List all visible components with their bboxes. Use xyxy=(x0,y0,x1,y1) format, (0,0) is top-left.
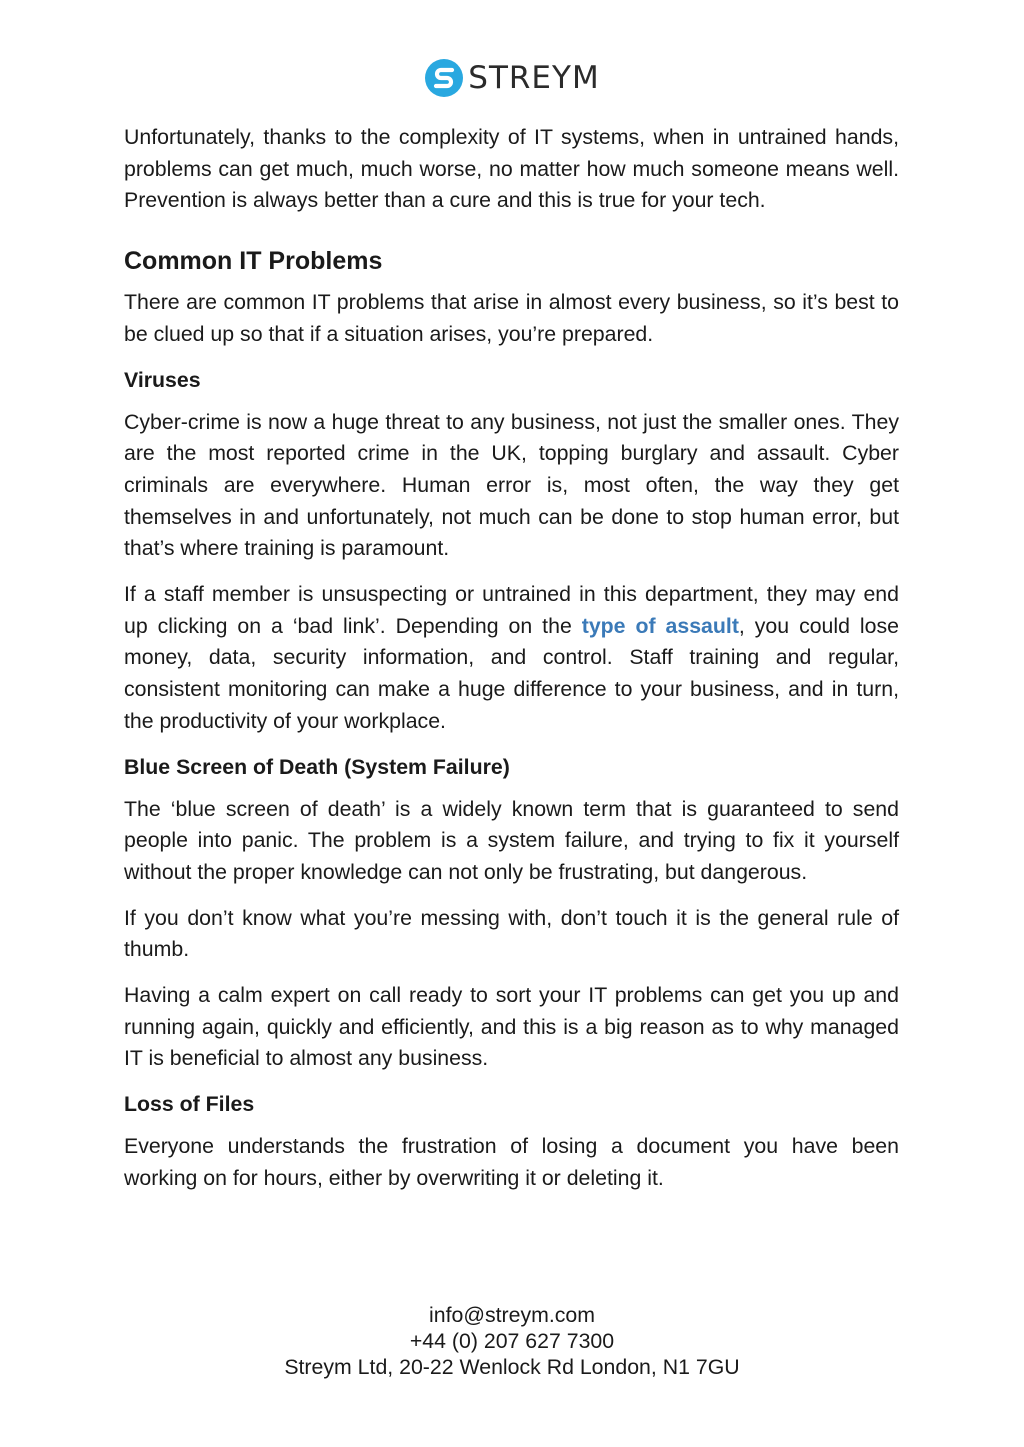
viruses-paragraph-1: Cyber-crime is now a huge threat to any business, not just the smaller ones. They are the most reported crime in the UK, topping burglary and assault. Cyber criminals are everywhere. Human error is, most often, the way they get themselves in and unfortunately, not much can be done to stop human error, but that’s where training is paramount. xyxy=(124,409,899,561)
bsod-heading: Blue Screen of Death (System Failure) xyxy=(124,754,510,779)
viruses-p2-after: , you could lose money, data, security information, and control. Staff training and regular, consistent monitoring can make a huge difference to your business, and in turn, the productivity of your workplace. xyxy=(124,613,899,733)
viruses-paragraph-2 xyxy=(124,579,899,738)
loss-of-files-paragraph: Everyone understands the frustration of losing a document you have been working on for hours, either by overwriting it or deleting it. xyxy=(124,1134,899,1190)
footer-address: Streym Ltd, 20-22 Wenlock Rd London, N1 7GU xyxy=(284,1355,740,1379)
bsod-paragraph-2: If you don’t know what you’re messing with, don’t touch it is the general rule of thumb. xyxy=(124,905,899,962)
section-intro: There are common IT problems that arise in almost every business, so it’s best to be clued up so that if a situation arises, you’re prepared. xyxy=(124,290,899,346)
bsod-paragraph-3: Having a calm expert on call ready to sort your IT problems can get you up and running again, quickly and efficiently, and this is a big reason as to why managed IT is beneficial to almost any business. xyxy=(124,983,899,1071)
footer-phone: +44 (0) 207 627 7300 xyxy=(409,1329,615,1353)
streym-logo-icon xyxy=(424,58,464,98)
footer-contact xyxy=(0,1302,1024,1380)
section-title: Common IT Problems xyxy=(124,247,383,276)
brand-name: STREYM xyxy=(468,59,600,96)
header-logo xyxy=(0,58,1024,98)
intro-paragraph: Unfortunately, thanks to the complexity of IT systems, when in untrained hands, problems can get much, much worse, no matter how much someone means well. Prevention is always better than a cure and this is true for your tech. xyxy=(124,125,899,213)
document-body xyxy=(124,122,899,1209)
footer-email: info@streym.com xyxy=(429,1303,595,1327)
viruses-p2-before: If a staff member is unsuspecting or untrained in this department, they may end up clicking on a ‘bad link’. Depending on the xyxy=(124,582,899,638)
bsod-paragraph-1: The ‘blue screen of death’ is a widely known term that is guaranteed to send people into panic. The problem is a system failure, and trying to fix it yourself without the proper knowledge can not only be frustrating, but dangerous. xyxy=(124,796,899,884)
type-of-assault-link[interactable]: type of assault xyxy=(581,613,739,638)
loss-of-files-heading: Loss of Files xyxy=(124,1092,255,1117)
viruses-heading: Viruses xyxy=(124,367,201,392)
